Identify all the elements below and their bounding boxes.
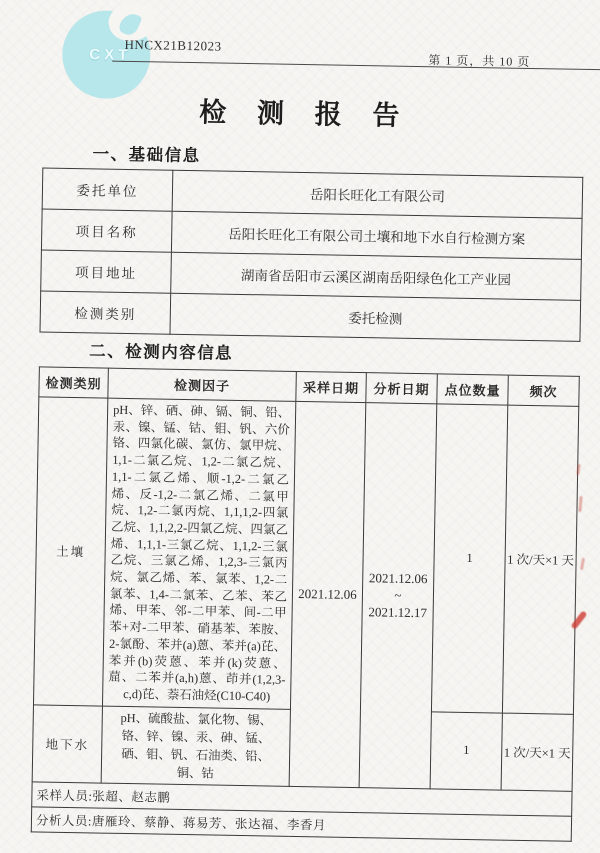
col-header-sampling-date: 采样日期 [296,371,367,402]
row-value: 湖南省岳阳市云溪区湖南岳阳绿色化工产业园 [171,252,582,300]
report-title: 检 测 报 告 [198,97,412,131]
groundwater-frequency: 1 次/天×1 天 [501,713,573,791]
analysts-cell: 分析人员:唐雁玲、蔡静、蒋易芳、张达福、李香月 [31,807,571,841]
groundwater-factors: pH、硫酸盐、氯化物、锡、铬、锌、镍、汞、砷、锰、硒、钼、钒、石油类、铅、铜、钴 [101,706,290,786]
soil-points: 1 [431,404,507,713]
row-value: 岳阳长旺化工有限公司 [172,170,583,218]
soil-factors: pH、锌、硒、砷、镉、铜、铅、汞、镍、锰、钴、钼、钒、六价铬、四氯化碳、氯仿、氯甲烷、1,1-二氯乙烷、1,2-二氯乙烷、1,1-二氯乙烯、顺-1,2-二氯乙烯、反-1,2-二氯乙烯、二氯甲烷、1,2-二氯丙烷、1,1,1,2-四氯乙烷、1,1,2,2-四氯乙烷、四氯乙烯、1,1,1-三氯乙烷、1,1,2-三氯乙烷、三氯乙烯、1,2,3-三氯丙烷、氯乙烯、苯、氯苯、1,2-二氯苯、1,4-二氯苯、乙苯、苯乙烯、甲苯、邻-二甲苯、间-二甲苯+对-二甲苯、硝基苯、苯胺、2-氯酚、苯并(a)蒽、苯并(a)芘、苯并(b)荧蒽、苯并(k)荧蒽、䓛、二苯并(a,h)蒽、茚并(1,2,3-c,d)芘、萘石油烃(C10-C40) [102,398,295,709]
logo-text: CXT [89,46,132,64]
soil-frequency: 1 次/天×1 天 [502,405,578,714]
page-indicator: 第 1 页，共 10 页 [428,53,531,69]
groundwater-points: 1 [430,711,502,789]
col-header-frequency: 频次 [508,375,580,406]
soil-category: 土壤 [33,397,107,706]
col-header-factors: 检测因子 [108,368,296,401]
report-number: HNCX21B12023 [124,36,222,54]
col-header-analysis-date: 分析日期 [366,373,438,404]
test-content-table [31,366,580,841]
soil-row [33,397,578,714]
analysis-date-cell: 2021.12.06 ~ 2021.12.17 [359,403,437,789]
row-value: 岳阳长旺化工有限公司土壤和地下水自行检测方案 [171,211,582,259]
row-label: 检测类别 [40,291,171,334]
basic-info-table [39,167,583,341]
col-header-category: 检测类别 [39,367,109,398]
row-label: 项目地址 [41,250,172,293]
company-logo [62,10,152,100]
sampling-date-cell: 2021.12.06 [289,401,366,787]
groundwater-category: 地下水 [32,705,102,783]
table-row [40,291,581,341]
section1-heading: 一、基础信息 [92,144,201,166]
row-label: 项目名称 [41,209,172,252]
col-header-points: 点位数量 [437,374,509,405]
section2-heading: 二、检测内容信息 [89,341,234,363]
samplers-cell: 采样人员:张超、赵志鹏 [32,782,572,816]
row-value: 委托检测 [170,293,581,341]
row-label: 委托单位 [42,168,173,211]
